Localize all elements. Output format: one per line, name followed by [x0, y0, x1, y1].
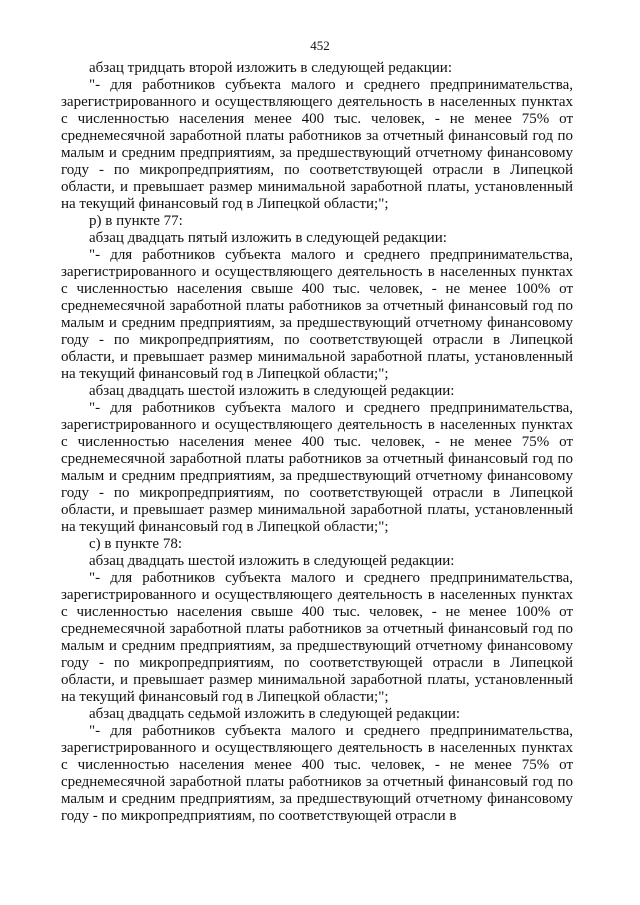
paragraph-item-s: с) в пункте 78:: [89, 536, 183, 552]
paragraph-quote: "- для работников субъекта малого и среднего предпринимательства, зарегистрированного и осуществляющего деятельность в населенных пунктах с численностью населения менее 400 тыс. человек, - не менее 75% от среднемесячной заработной платы работников за отчетный финансовый год по малым и средним предприятиям, за предшествующий отчетному финансовому году - по микропредприятиям, по соответствующей отрасли в Липецкой области, и превышает размер минимальной заработной платы, установленный на текущий финансовый год в Липецкой области;";: [61, 77, 573, 212]
paragraph-quote: "- для работников субъекта малого и среднего предпринимательства, зарегистрированного и осуществляющего деятельность в населенных пунктах с численностью населения свыше 400 тыс. человек, - не менее 100% от среднемесячной заработной платы работников за отчетный финансовый год по малым и средним предприятиям, за предшествующий отчетному финансовому году - по микропредприятиям, по соответствующей отрасли в Липецкой области, и превышает размер минимальной заработной платы, установленный на текущий финансовый год в Липецкой области;";: [61, 247, 573, 382]
paragraph-intro-26: абзац двадцать шестой изложить в следующей редакции:: [89, 553, 455, 569]
paragraph-quote: "- для работников субъекта малого и среднего предпринимательства, зарегистрированного и осуществляющего деятельность в населенных пунктах с численностью населения менее 400 тыс. человек, - не менее 75% от среднемесячной заработной платы работников за отчетный финансовый год по малым и средним предприятиям, за предшествующий отчетному финансовому году - по микропредприятиям, по соответствующей отрасли в: [61, 723, 573, 824]
document-body: [61, 60, 573, 825]
paragraph-intro-27: абзац двадцать седьмой изложить в следующей редакции:: [89, 706, 461, 722]
page-number: 452: [310, 38, 330, 53]
paragraph-quote: "- для работников субъекта малого и среднего предпринимательства, зарегистрированного и осуществляющего деятельность в населенных пунктах с численностью населения менее 400 тыс. человек, - не менее 75% от среднемесячной заработной платы работников за отчетный финансовый год по малым и средним предприятиям, за предшествующий отчетному финансовому году - по микропредприятиям, по соответствующей отрасли в Липецкой области, и превышает размер минимальной заработной платы, установленный на текущий финансовый год в Липецкой области;";: [61, 400, 573, 535]
paragraph-intro-32: абзац тридцать второй изложить в следующей редакции:: [89, 60, 452, 76]
paragraph-intro-26: абзац двадцать шестой изложить в следующей редакции:: [89, 383, 455, 399]
paragraph-item-r: р) в пункте 77:: [89, 213, 183, 229]
paragraph-intro-25: абзац двадцать пятый изложить в следующей редакции:: [89, 230, 447, 246]
paragraph-quote: "- для работников субъекта малого и среднего предпринимательства, зарегистрированного и осуществляющего деятельность в населенных пунктах с численностью населения свыше 400 тыс. человек, - не менее 100% от среднемесячной заработной платы работников за отчетный финансовый год по малым и средним предприятиям, за предшествующий отчетному финансовому году - по микропредприятиям, по соответствующей отрасли в Липецкой области, и превышает размер минимальной заработной платы, установленный на текущий финансовый год в Липецкой области;";: [61, 570, 573, 705]
